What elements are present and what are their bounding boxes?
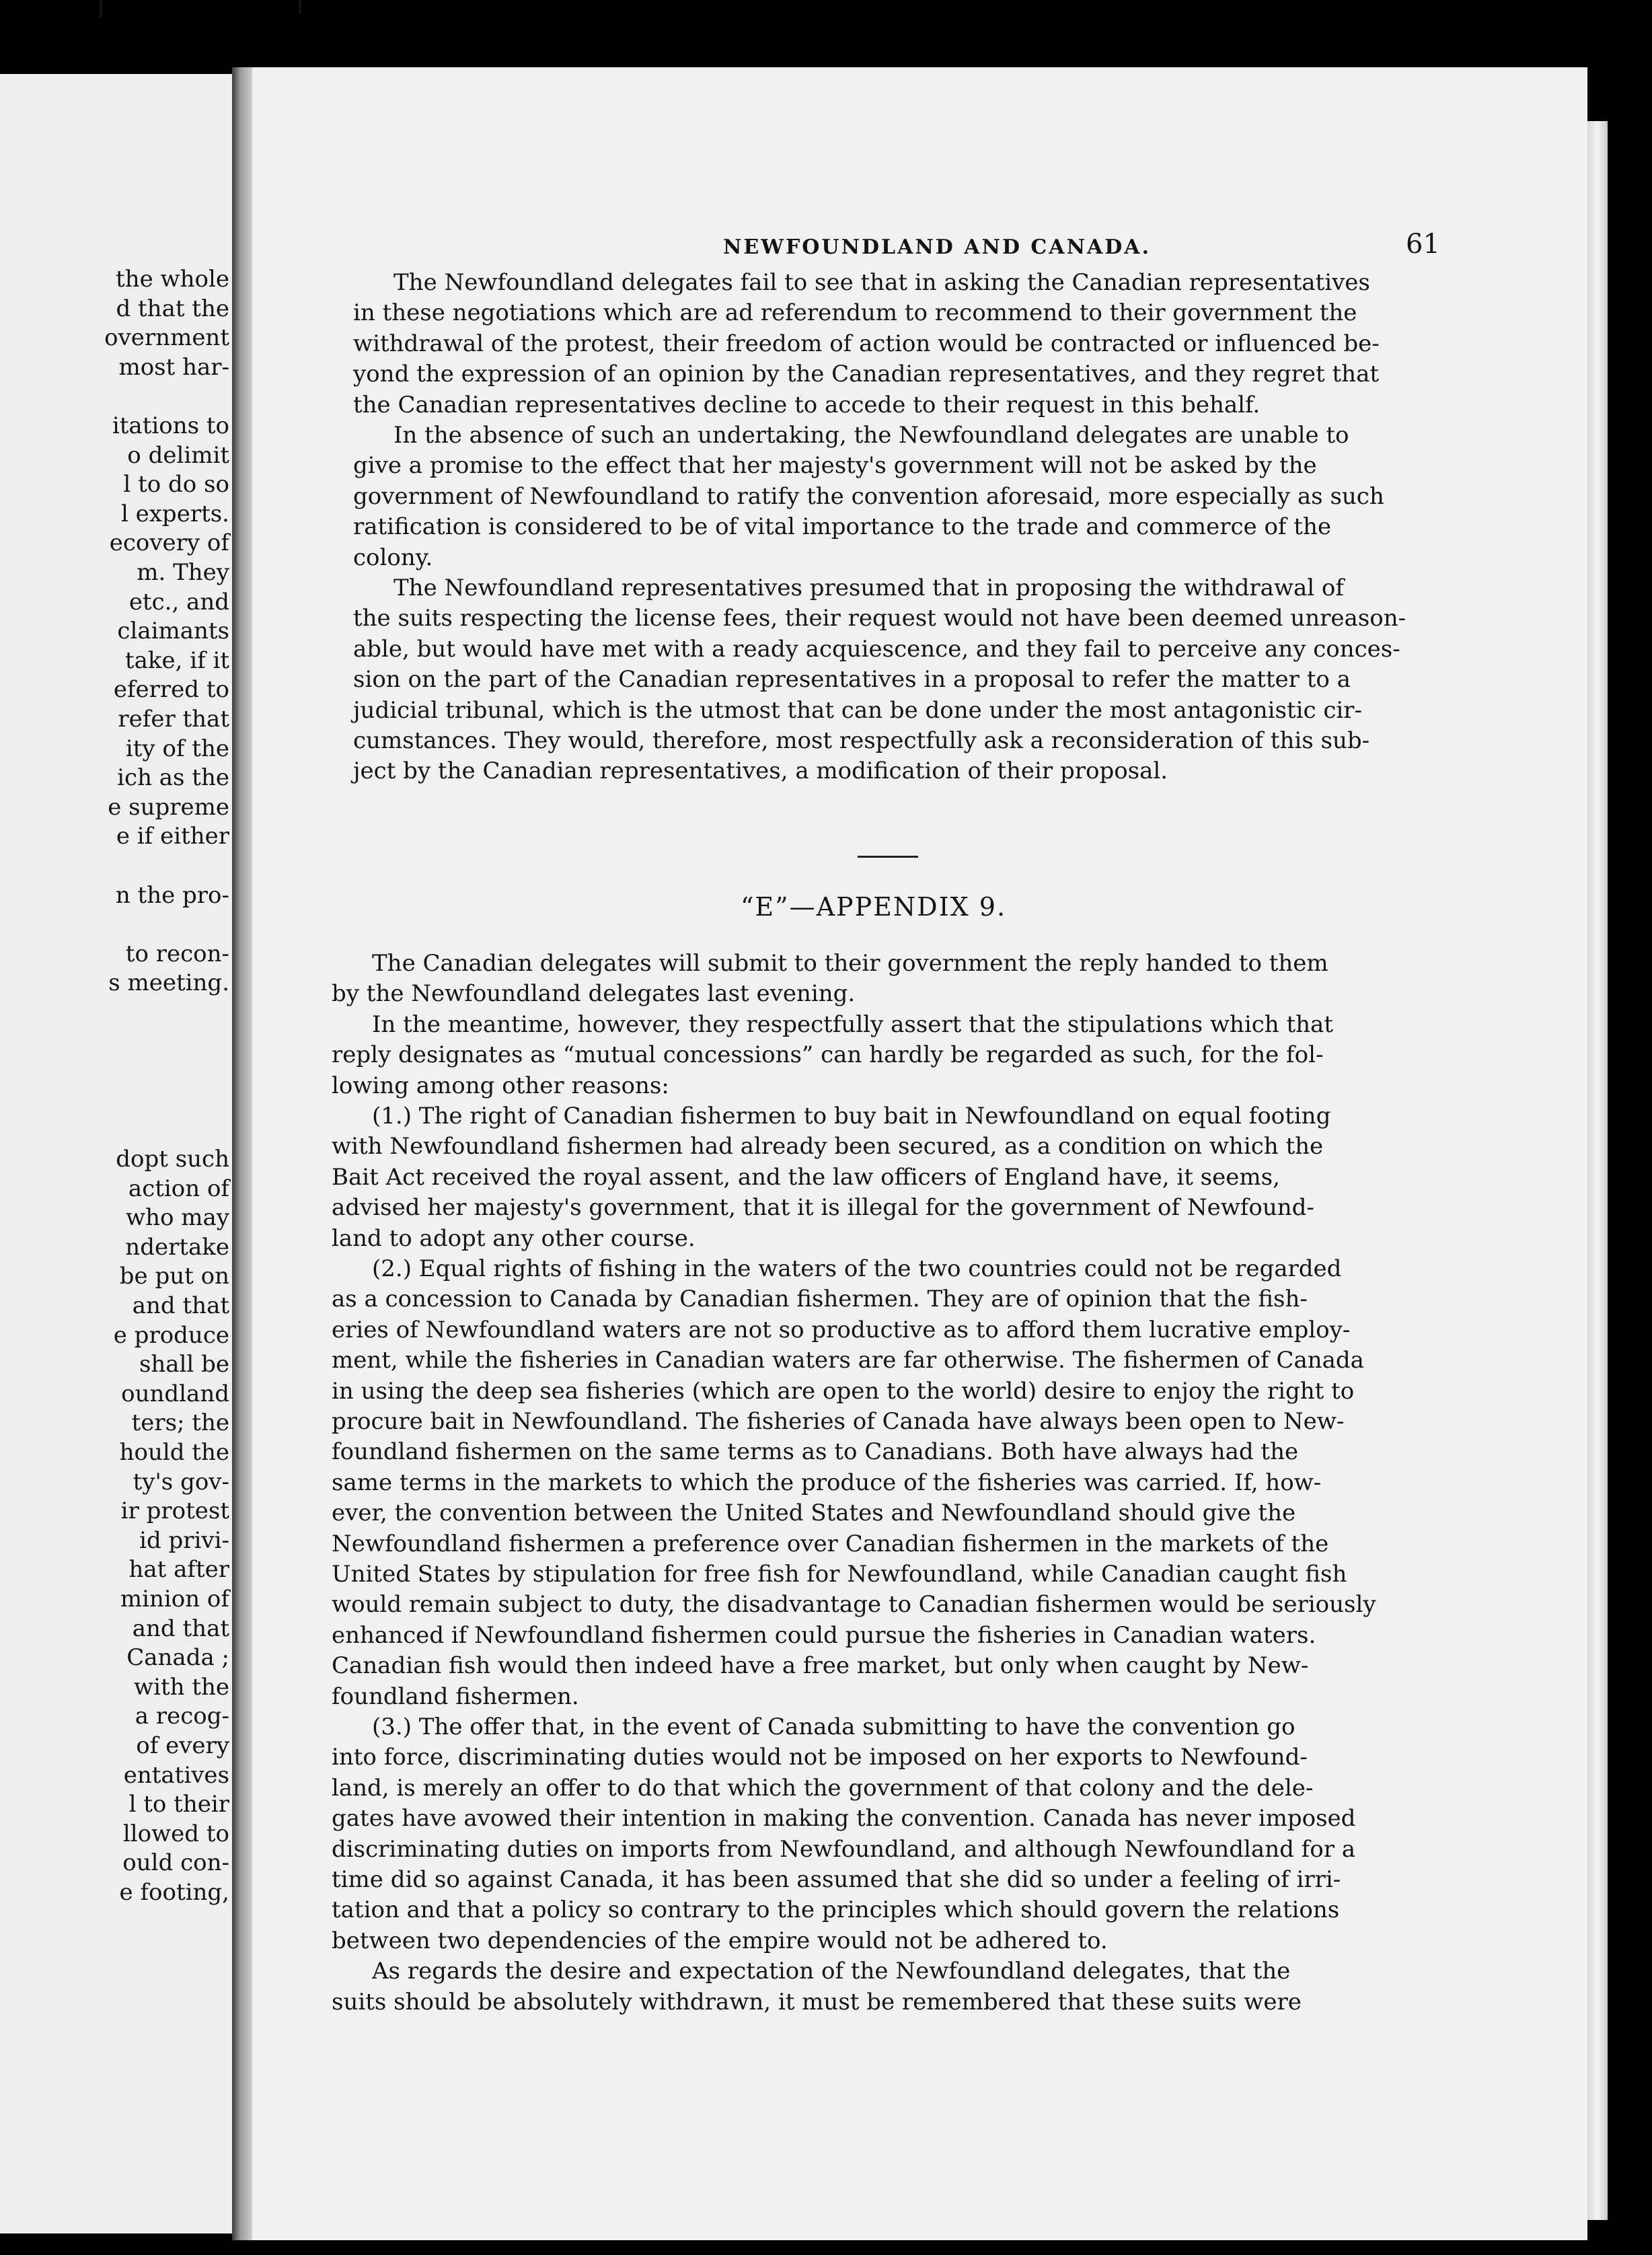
left-text-fragment: ould con-	[122, 1849, 229, 1877]
running-head: NEWFOUNDLAND AND CANADA.	[723, 235, 1152, 259]
scan-mark	[299, 0, 301, 13]
left-text-fragment: take, if it	[124, 646, 229, 674]
left-text-fragment: etc., and	[128, 588, 229, 616]
text-line: by the Newfoundland delegates last evening.	[332, 980, 856, 1008]
text-line: withdrawal of the protest, their freedom of action would be contracted or influenced be-	[353, 330, 1380, 357]
text-line: yond the expression of an opinion by the Canadian representatives, and they regret that	[353, 361, 1380, 388]
right-page	[252, 67, 1587, 2240]
text-line: give a promise to the effect that her majesty's government will not be asked by the	[353, 452, 1317, 480]
left-text-fragment: l experts.	[120, 500, 229, 527]
left-text-fragment: e footing,	[119, 1879, 229, 1906]
text-line: time did so against Canada, it has been assumed that she did so under a feeling of irri-	[332, 1866, 1341, 1893]
text-line: gates have avowed their intention in making the convention. Canada has never imposed	[332, 1805, 1356, 1833]
appendix-heading: “E”—APPENDIX 9.	[741, 892, 1007, 922]
text-line: government of Newfoundland to ratify the convention aforesaid, more especially as such	[353, 482, 1384, 510]
text-line: advised her majesty's government, that it is illegal for the government of Newfound-	[332, 1194, 1314, 1222]
text-line: (3.) The offer that, in the event of Canada submitting to have the convention go	[372, 1713, 1296, 1740]
text-line: judicial tribunal, which is the utmost that can be done under the most antagonistic cir-	[353, 696, 1363, 724]
text-line: discriminating duties on imports from Newfoundland, and although Newfoundland for a	[332, 1835, 1356, 1863]
left-text-fragment: be put on	[119, 1263, 229, 1290]
left-text-fragment: ty's gov-	[133, 1468, 229, 1495]
text-line: Canadian fish would then indeed have a free market, but only when caught by New-	[332, 1652, 1309, 1680]
page-edge	[1587, 121, 1608, 2220]
text-line: tation and that a policy so contrary to the principles which should govern the relations	[332, 1896, 1340, 1924]
text-line: foundland fishermen.	[332, 1683, 579, 1710]
text-line: ject by the Canadian representatives, a modification of their proposal.	[353, 757, 1168, 785]
text-line: between two dependencies of the empire would not be adhered to.	[332, 1927, 1108, 1954]
text-line: The Canadian delegates will submit to their government the reply handed to them	[372, 950, 1328, 977]
left-text-fragment: l to their	[128, 1791, 229, 1818]
left-text-fragment: with the	[133, 1673, 229, 1701]
left-text-fragment: ir protest	[120, 1498, 229, 1525]
text-line: the suits respecting the license fees, their request would not have been deemed unreason-	[353, 605, 1406, 632]
left-text-fragment: ich as the	[117, 764, 229, 792]
left-text-fragment: eferred to	[113, 676, 229, 704]
left-text-fragment: e supreme	[108, 793, 229, 821]
text-line: cumstances. They would, therefore, most respectfully ask a reconsideration of this sub-	[353, 727, 1370, 754]
left-text-fragment: e produce	[113, 1321, 229, 1349]
text-line: able, but would have met with a ready acquiescence, and they fail to perceive any conces-	[353, 635, 1400, 663]
text-line: Newfoundland fishermen a preference over Canadian fishermen in the markets of the	[332, 1530, 1329, 1557]
left-text-fragment: d that the	[116, 295, 229, 322]
text-line: into force, discriminating duties would not be imposed on her exports to Newfound-	[332, 1744, 1308, 1771]
page-number: 61	[1406, 229, 1440, 260]
left-text-fragment: hould the	[119, 1439, 229, 1466]
book-gutter	[232, 67, 252, 2240]
left-text-fragment: ecovery of	[109, 529, 229, 557]
text-line: colony.	[353, 544, 433, 571]
text-line: with Newfoundland fishermen had already been secured, as a condition on which the	[332, 1133, 1324, 1160]
left-text-fragment: and that	[132, 1615, 229, 1642]
left-text-fragment: a recog-	[135, 1703, 229, 1730]
text-line: in using the deep sea fisheries (which are open to the world) desire to enjoy the right to	[332, 1377, 1355, 1405]
text-line: same terms in the markets to which the produce of the fisheries was carried. If, how-	[332, 1469, 1322, 1496]
text-line: enhanced if Newfoundland fishermen could pursue the fisheries in Canadian waters.	[332, 1621, 1316, 1649]
left-text-fragment: overnment	[104, 324, 229, 352]
left-text-fragment: llowed to	[122, 1820, 229, 1847]
left-text-fragment: claimants	[117, 618, 229, 645]
left-page	[0, 74, 232, 2233]
left-text-fragment: n the pro-	[115, 881, 229, 909]
scan-mark	[100, 0, 102, 17]
left-text-fragment: who may	[126, 1204, 229, 1232]
left-text-fragment: o delimit	[127, 441, 229, 469]
left-text-fragment: the whole	[116, 266, 229, 293]
left-text-fragment: of every	[136, 1732, 229, 1759]
text-line: The Newfoundland delegates fail to see that in asking the Canadian representatives	[393, 269, 1370, 296]
left-text-fragment: id privi-	[139, 1526, 229, 1554]
left-text-fragment: oundland	[121, 1380, 229, 1407]
section-rule	[858, 856, 918, 858]
text-line: in these negotiations which are ad referendum to recommend to their government the	[353, 299, 1357, 327]
text-line: the Canadian representatives decline to accede to their request in this behalf.	[353, 391, 1261, 418]
text-line: (2.) Equal rights of fishing in the waters of the two countries could not be regarded	[372, 1255, 1342, 1282]
text-line: ever, the convention between the United States and Newfoundland should give the	[332, 1500, 1296, 1527]
left-text-fragment: to recon-	[125, 940, 229, 967]
left-text-fragment: most har-	[118, 353, 229, 381]
left-text-fragment: entatives	[123, 1761, 229, 1789]
left-text-fragment: Canada ;	[126, 1644, 229, 1672]
text-line: suits should be absolutely withdrawn, it must be remembered that these suits were	[332, 1988, 1302, 2016]
text-line: reply designates as “mutual concessions” can hardly be regarded as such, for the fol-	[332, 1041, 1324, 1069]
left-text-fragment: minion of	[120, 1586, 229, 1613]
text-line: would remain subject to duty, the disadvantage to Canadian fishermen would be seriously	[332, 1591, 1376, 1619]
text-line: eries of Newfoundland waters are not so productive as to afford them lucrative employ-	[332, 1316, 1351, 1343]
left-text-fragment: ndertake	[125, 1233, 229, 1261]
text-line: sion on the part of the Canadian representatives in a proposal to refer the matter to a	[353, 666, 1351, 694]
text-line: procure bait in Newfoundland. The fisheries of Canada have always been open to New-	[332, 1408, 1345, 1435]
text-line: land, is merely an offer to do that which the government of that colony and the dele-	[332, 1774, 1314, 1802]
left-text-fragment: m. They	[137, 559, 229, 586]
text-line: The Newfoundland representatives presumed that in proposing the withdrawal of	[393, 575, 1344, 601]
text-line: lowing among other reasons:	[332, 1072, 669, 1099]
text-line: ment, while the fisheries in Canadian waters are far otherwise. The fishermen of Canada	[332, 1347, 1364, 1374]
left-text-fragment: ters; the	[131, 1409, 229, 1437]
text-line: foundland fishermen on the same terms as to Canadians. Both have always had the	[332, 1438, 1299, 1466]
left-text-fragment: l to do so	[123, 471, 229, 498]
text-line: United States by stipulation for free fish for Newfoundland, while Canadian caught fish	[332, 1561, 1347, 1588]
text-line: ratification is considered to be of vital importance to the trade and commerce of the	[353, 513, 1331, 541]
left-text-fragment: dopt such	[116, 1146, 229, 1173]
left-text-fragment: e if either	[116, 823, 229, 850]
left-text-fragment: s meeting.	[108, 969, 229, 997]
left-text-fragment: refer that	[118, 706, 229, 733]
left-text-fragment: action of	[128, 1175, 229, 1202]
text-line: As regards the desire and expectation of the Newfoundland delegates, that the	[372, 1958, 1291, 1985]
text-line: land to adopt any other course.	[332, 1224, 696, 1252]
left-text-fragment: itations to	[112, 412, 229, 439]
text-line: In the meantime, however, they respectfully assert that the stipulations which that	[372, 1010, 1333, 1038]
left-text-fragment: ity of the	[125, 735, 229, 762]
text-line: In the absence of such an undertaking, the Newfoundland delegates are unable to	[393, 422, 1349, 449]
text-line: (1.) The right of Canadian fishermen to buy bait in Newfoundland on equal footing	[372, 1103, 1331, 1130]
left-text-fragment: shall be	[139, 1351, 229, 1378]
text-line: as a concession to Canada by Canadian fishermen. They are of opinion that the fish-	[332, 1286, 1308, 1313]
text-line: Bait Act received the royal assent, and the law officers of England have, it seems,	[332, 1163, 1280, 1191]
left-text-fragment: hat after	[128, 1556, 229, 1584]
left-text-fragment: and that	[132, 1292, 229, 1319]
